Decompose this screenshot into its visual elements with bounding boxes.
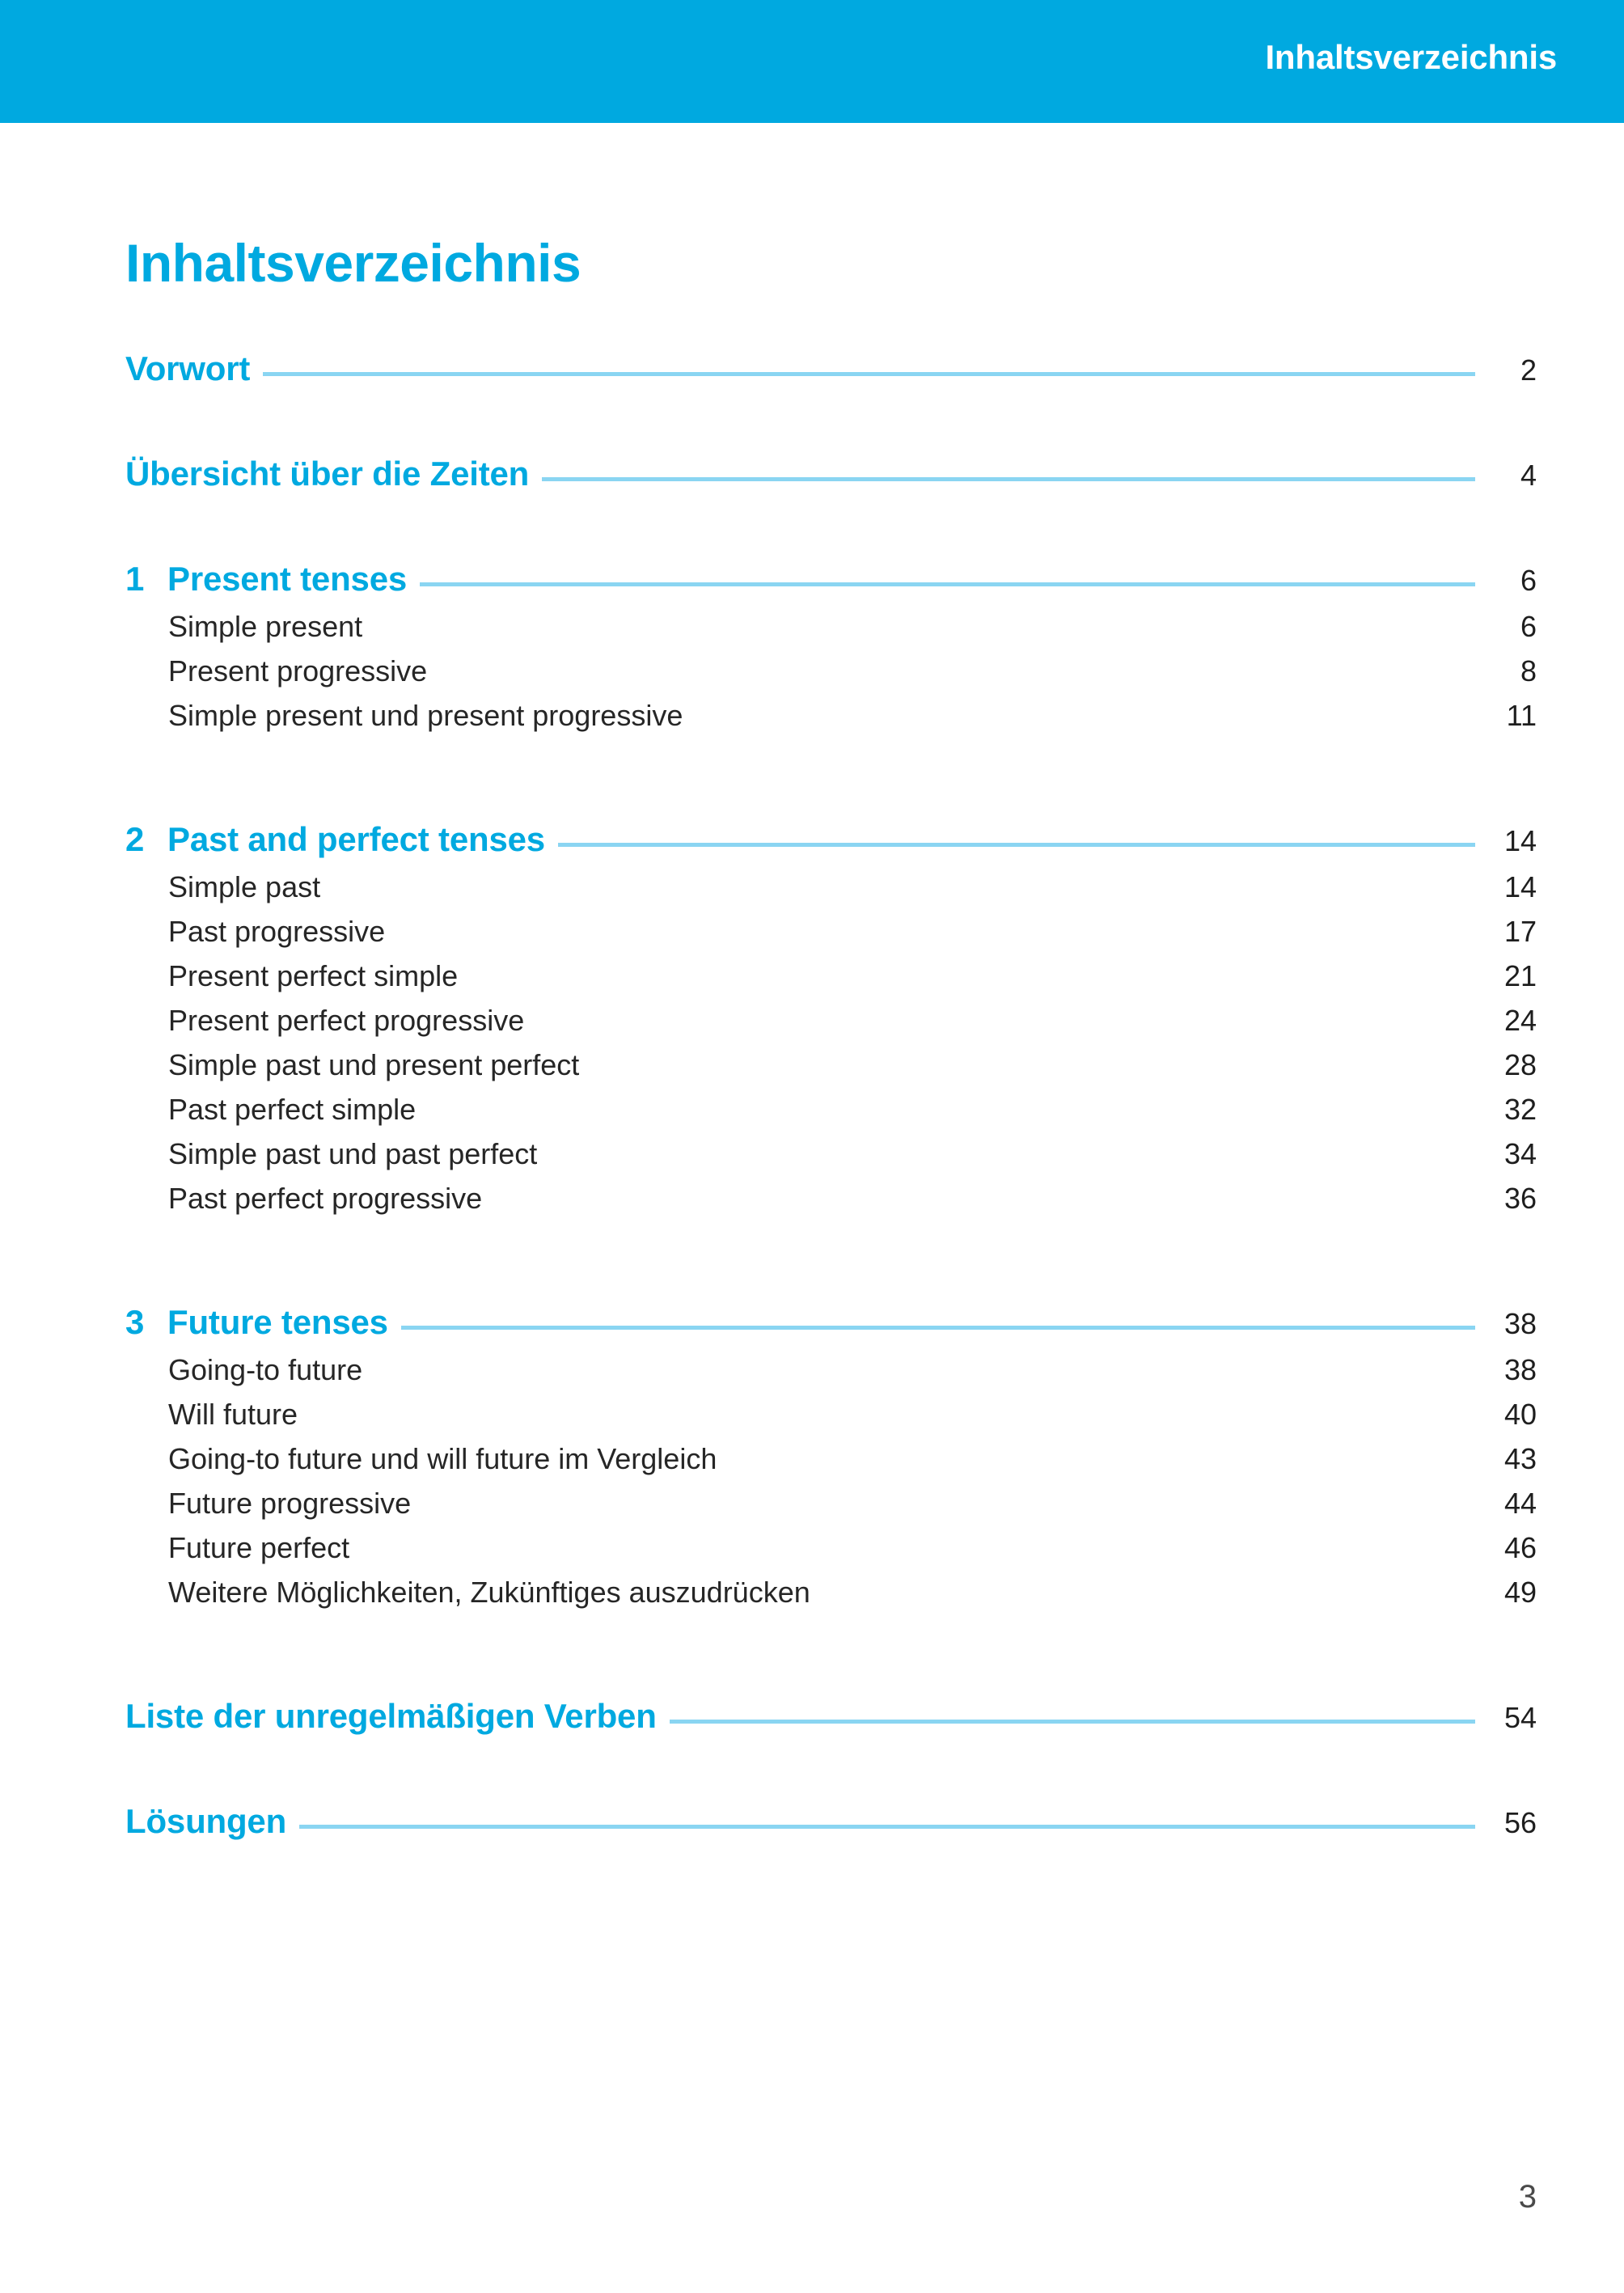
toc-section-row[interactable] bbox=[125, 1004, 1537, 1048]
toc-leader-line bbox=[542, 477, 1475, 481]
spacer bbox=[125, 1226, 1537, 1303]
toc-section-row[interactable] bbox=[125, 915, 1537, 959]
toc-section-label: Simple past und present perfect bbox=[168, 1048, 580, 1081]
toc-section-row[interactable] bbox=[125, 959, 1537, 1004]
toc-section-label: Past progressive bbox=[168, 915, 386, 948]
toc-section-label: Will future bbox=[168, 1398, 298, 1431]
toc-leader-spacer bbox=[495, 1200, 1475, 1204]
toc-leader-spacer bbox=[537, 1022, 1475, 1026]
toc-leader-line bbox=[299, 1825, 1475, 1829]
toc-section-page: 21 bbox=[1503, 959, 1537, 992]
toc-section-label: Future perfect bbox=[168, 1531, 350, 1564]
toc-leader-spacer bbox=[333, 889, 1475, 893]
toc-section-row[interactable] bbox=[125, 1048, 1537, 1093]
toc-chapter-title: Past and perfect tenses bbox=[167, 820, 545, 858]
toc-section-page: 6 bbox=[1520, 610, 1537, 643]
toc-section-label: Past perfect progressive bbox=[168, 1182, 483, 1215]
spacer bbox=[125, 1736, 1537, 1802]
toc-leader-spacer bbox=[375, 628, 1475, 632]
toc-entry-label: Vorwort bbox=[125, 349, 251, 387]
toc-section-label: Weitere Möglichkeiten, Zukünftiges auszudrücken bbox=[168, 1576, 810, 1609]
toc-entry-label: Lösungen bbox=[125, 1802, 287, 1840]
toc-section-row[interactable] bbox=[125, 1353, 1537, 1398]
page-body bbox=[125, 123, 1537, 1841]
toc-section-row[interactable] bbox=[125, 1398, 1537, 1442]
toc-entry-page: 4 bbox=[1520, 459, 1537, 492]
toc-section-row[interactable] bbox=[125, 1487, 1537, 1531]
toc-section-row[interactable] bbox=[125, 1442, 1537, 1487]
toc-leader-spacer bbox=[550, 1156, 1475, 1160]
toc-section-list-2 bbox=[125, 870, 1537, 1226]
toc-section-row[interactable] bbox=[125, 1137, 1537, 1182]
toc-section-page: 40 bbox=[1503, 1398, 1537, 1431]
toc-section-list-1 bbox=[125, 610, 1537, 743]
toc-section-page: 34 bbox=[1503, 1137, 1537, 1170]
toc-entry-vorwort[interactable] bbox=[125, 349, 1537, 388]
toc-entry-label: Liste der unregelmäßigen Verben bbox=[125, 1697, 657, 1735]
toc-leader-spacer bbox=[429, 1111, 1475, 1115]
toc-entry-uebersicht[interactable] bbox=[125, 455, 1537, 493]
toc-chapter-title: Present tenses bbox=[167, 560, 408, 598]
toc-chapter-1[interactable] bbox=[125, 560, 1537, 599]
toc-leader-spacer bbox=[375, 1372, 1475, 1376]
toc-entry-page: 54 bbox=[1503, 1701, 1537, 1734]
toc-chapter-page: 14 bbox=[1503, 824, 1537, 857]
toc-section-page: 46 bbox=[1503, 1531, 1537, 1564]
toc-section-row[interactable] bbox=[125, 870, 1537, 915]
toc-entry-loesungen[interactable] bbox=[125, 1802, 1537, 1841]
toc-leader-spacer bbox=[398, 933, 1475, 937]
toc-section-label: Present perfect progressive bbox=[168, 1004, 525, 1037]
toc-section-label: Present progressive bbox=[168, 654, 428, 687]
running-header-bar bbox=[0, 0, 1624, 123]
toc-leader-spacer bbox=[696, 717, 1475, 721]
toc-leader-line bbox=[401, 1326, 1475, 1330]
toc-chapter-3[interactable] bbox=[125, 1303, 1537, 1342]
toc-section-page: 14 bbox=[1503, 870, 1537, 903]
toc-chapter-label bbox=[125, 820, 545, 859]
toc-leader-spacer bbox=[424, 1505, 1475, 1509]
toc-leader-spacer bbox=[362, 1550, 1475, 1554]
toc-section-page: 36 bbox=[1503, 1182, 1537, 1215]
running-header-title: Inhaltsverzeichnis bbox=[1265, 38, 1557, 76]
toc-section-row[interactable] bbox=[125, 1576, 1537, 1620]
toc-section-page: 49 bbox=[1503, 1576, 1537, 1609]
page-title: Inhaltsverzeichnis bbox=[125, 233, 582, 293]
toc-section-label: Future progressive bbox=[168, 1487, 412, 1520]
toc-chapter-page: 38 bbox=[1503, 1307, 1537, 1340]
toc-chapter-label bbox=[125, 1303, 388, 1342]
toc-leader-line bbox=[558, 843, 1475, 847]
toc-section-list-3 bbox=[125, 1353, 1537, 1620]
toc-section-page: 44 bbox=[1503, 1487, 1537, 1520]
toc-leader-spacer bbox=[592, 1067, 1475, 1071]
page-folio: 3 bbox=[1518, 2179, 1537, 2215]
toc-section-label: Simple past bbox=[168, 870, 321, 903]
toc-section-page: 32 bbox=[1503, 1093, 1537, 1126]
toc-leader-spacer bbox=[440, 673, 1475, 677]
toc-section-label: Simple past und past perfect bbox=[168, 1137, 538, 1170]
toc-section-row[interactable] bbox=[125, 699, 1537, 743]
toc-section-page: 28 bbox=[1503, 1048, 1537, 1081]
toc-leader-spacer bbox=[823, 1594, 1475, 1598]
toc-section-label: Going-to future bbox=[168, 1353, 363, 1386]
table-of-contents bbox=[125, 349, 1537, 1841]
toc-leader-spacer bbox=[730, 1461, 1475, 1465]
toc-chapter-label bbox=[125, 560, 407, 599]
toc-entry-page: 56 bbox=[1503, 1806, 1537, 1839]
toc-section-page: 17 bbox=[1503, 915, 1537, 948]
spacer bbox=[125, 388, 1537, 455]
toc-leader-spacer bbox=[311, 1416, 1475, 1420]
toc-section-label: Present perfect simple bbox=[168, 959, 459, 992]
toc-section-page: 11 bbox=[1506, 699, 1537, 732]
toc-leader-line bbox=[420, 582, 1475, 586]
toc-section-label: Past perfect simple bbox=[168, 1093, 417, 1126]
spacer bbox=[125, 743, 1537, 820]
toc-section-page: 38 bbox=[1503, 1353, 1537, 1386]
toc-section-row[interactable] bbox=[125, 1531, 1537, 1576]
toc-chapter-title: Future tenses bbox=[167, 1303, 388, 1341]
toc-chapter-2[interactable] bbox=[125, 820, 1537, 859]
spacer bbox=[125, 493, 1537, 560]
toc-chapter-number: 3 bbox=[125, 1303, 145, 1341]
spacer bbox=[125, 1620, 1537, 1697]
toc-chapter-number: 1 bbox=[125, 560, 145, 598]
toc-section-label: Simple present und present progressive bbox=[168, 699, 683, 732]
toc-chapter-number: 2 bbox=[125, 820, 145, 858]
toc-section-row[interactable] bbox=[125, 654, 1537, 699]
toc-section-row[interactable] bbox=[125, 1093, 1537, 1137]
toc-section-page: 24 bbox=[1503, 1004, 1537, 1037]
toc-section-label: Simple present bbox=[168, 610, 363, 643]
toc-entry-label: Übersicht über die Zeiten bbox=[125, 455, 530, 493]
toc-section-page: 8 bbox=[1520, 654, 1537, 687]
toc-section-page: 43 bbox=[1503, 1442, 1537, 1475]
toc-leader-line bbox=[263, 372, 1475, 376]
toc-entry-page: 2 bbox=[1520, 353, 1537, 387]
toc-section-label: Going-to future und will future im Vergleich bbox=[168, 1442, 717, 1475]
toc-entry-verbliste[interactable] bbox=[125, 1697, 1537, 1736]
toc-leader-line bbox=[670, 1720, 1475, 1724]
toc-section-row[interactable] bbox=[125, 1182, 1537, 1226]
toc-chapter-page: 6 bbox=[1520, 564, 1537, 597]
toc-section-row[interactable] bbox=[125, 610, 1537, 654]
toc-leader-spacer bbox=[471, 978, 1475, 982]
